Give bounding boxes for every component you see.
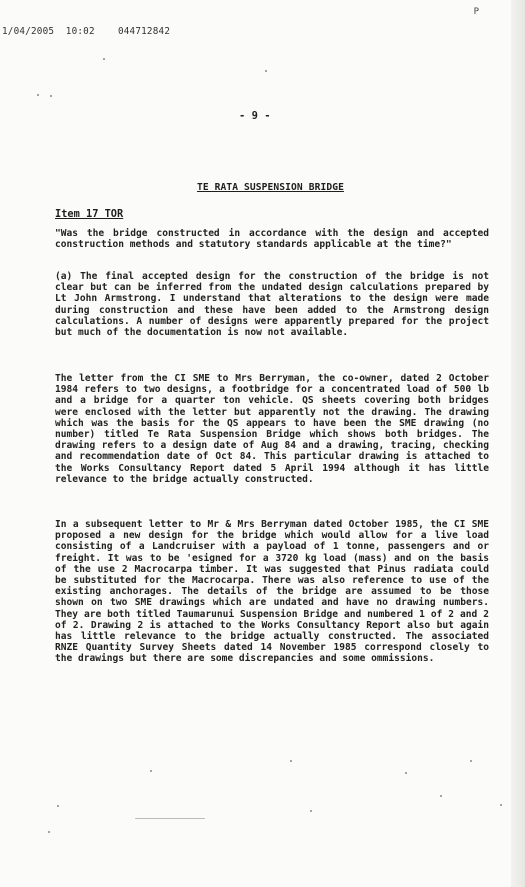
corner-mark: P bbox=[473, 7, 479, 17]
scan-speck bbox=[470, 760, 472, 762]
scan-speck bbox=[310, 810, 312, 812]
scan-speck bbox=[50, 95, 52, 97]
paragraph-letter-1985: In a subsequent letter to Mr & Mrs Berryman dated October 1985, the CI SME proposed a new design for the bridge which would allow for a live load consisting of a Landcruiser with a payload of 1 tonne, passengers and or freight. It was to be 'esigned for a 3720 kg load (mass) and on the basis of the use 2 Macrocarpa timber. It was suggested that Pinus radiata could be substituted for the Macrocarpa. There was also reference to use of the existing anchorages. The details of the bridge are assumed to be those shown on two SME drawings which are undated and have no drawing numbers. They are both titled Taumarunui Suspension Bridge and numbered 1 of 2 and 2 of 2. Drawing 2 is attached to the Works Consultancy Report also but again has little relevance to the bridge actually constructed. The associated RNZE Quantity Survey Sheets dated 14 November 1985 correspond closely to the drawings but there are some discrepancies and some ommissions. bbox=[55, 519, 489, 665]
scan-speck bbox=[265, 70, 267, 72]
scan-speck bbox=[440, 795, 442, 797]
scan-speck bbox=[405, 772, 407, 774]
document-title: TE RATA SUSPENSION BRIDGE bbox=[197, 182, 344, 193]
paragraph-letter-1984: The letter from the CI SME to Mrs Berryman, the co-owner, dated 2 October 1984 refers to two designs, a footbridge for a concentrated load of 500 lb and a bridge for a quarter ton vehicle. QS sheets covering both bridges were enclosed with the letter but apparently not the drawing. The drawing which was the basis for the QS appears to have been the SME drawing (no number) titled Te Rata Suspension Bridge which shows both bridges. The drawing refers to a design date of Aug 84 and a drawing, tracing, checking and recommendation date of Oct 84. This particular drawing is attached to the Works Consultancy Report dated 5 April 1994 although it has little relevance to the bridge actually constructed. bbox=[55, 373, 489, 485]
scan-smudge bbox=[135, 818, 205, 819]
scan-speck bbox=[103, 58, 105, 60]
scan-speck bbox=[48, 831, 50, 833]
scan-speck bbox=[57, 805, 59, 807]
scan-speck bbox=[150, 770, 152, 772]
page-number: - 9 - bbox=[239, 110, 271, 122]
scan-speck bbox=[37, 94, 39, 96]
paragraph-question: "Was the bridge constructed in accordance with the design and accepted construction methods and statutory standards applicable at the time?" bbox=[55, 228, 489, 251]
fax-header: 1/04/2005 10:02 044712842 bbox=[2, 26, 171, 37]
item-heading: Item 17 TOR bbox=[55, 208, 124, 220]
scan-edge bbox=[511, 0, 525, 887]
scan-speck bbox=[290, 760, 292, 762]
scan-speck bbox=[500, 804, 502, 806]
paragraph-a: (a) The final accepted design for the construction of the bridge is not clear but can be inferred from the undated design calculations prepared by Lt John Armstrong. I understand that alterations to the design were made during construction and these have been added to the Armstrong design calculations. A number of designs were apparently prepared for the project but much of the documentation is now not available. bbox=[55, 271, 489, 339]
